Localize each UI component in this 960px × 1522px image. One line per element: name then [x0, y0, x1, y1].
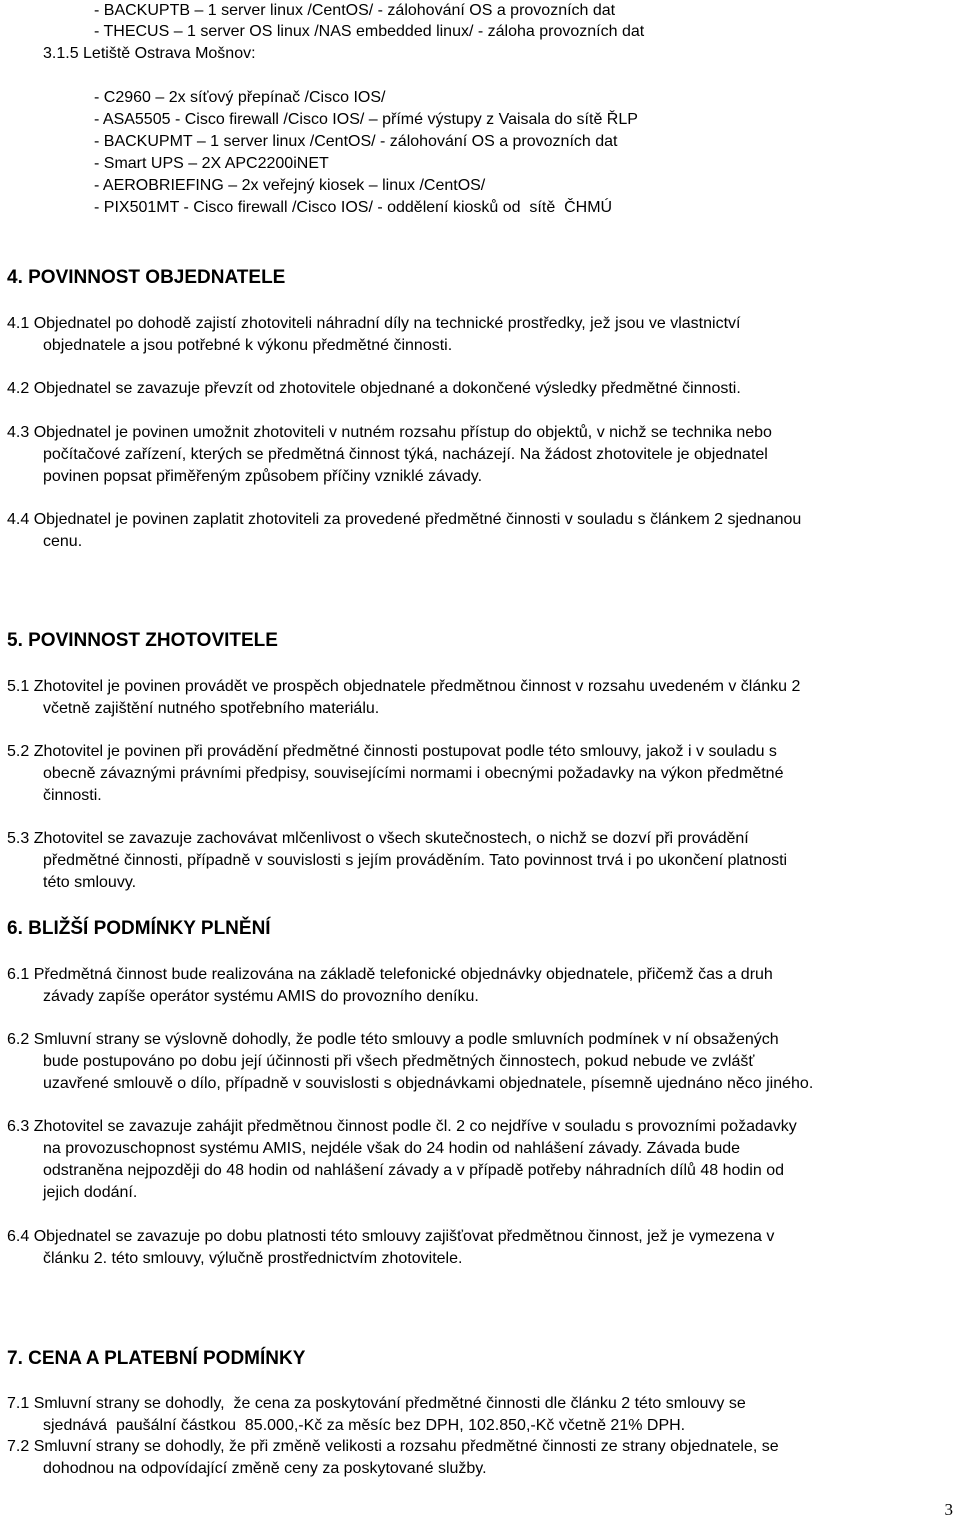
- paragraph-line: 5.2 Zhotovitel je povinen při provádění předmětné činnosti postupovat podle této smlouvy, jakož i v souladu s: [7, 743, 777, 760]
- paragraph-line: 6.4 Objednatel se zavazuje po dobu platnosti této smlouvy zajišťovat předmětnou činnost, jež je vymezena v: [7, 1228, 775, 1245]
- paragraph-line: včetně zajištění nutného spotřebního materiálu.: [43, 700, 380, 717]
- paragraph-line: závady zapíše operátor systému AMIS do provozního deníku.: [43, 988, 479, 1005]
- paragraph-line: počítačové zařízení, kterých se předmětná činnost týká, nacházejí. Na žádost zhotovitele je objednatel: [43, 446, 768, 463]
- paragraph-line: 6.1 Předmětná činnost bude realizována na základě telefonické objednávky objednatele, přičemž čas a druh: [7, 966, 773, 983]
- equipment-item: - BACKUPTB – 1 server linux /CentOS/ - zálohování OS a provozních dat: [94, 2, 616, 19]
- paragraph-line: na provozuschopnost systému AMIS, nejdéle však do 24 hodin od nahlášení závady. Závada bude: [43, 1140, 741, 1157]
- section-heading: 6. BLIŽŠÍ PODMÍNKY PLNĚNÍ: [7, 918, 271, 939]
- equipment-item: - BACKUPMT – 1 server linux /CentOS/ - zálohování OS a provozních dat: [94, 133, 618, 150]
- paragraph-line: 4.2 Objednatel se zavazuje převzít od zhotovitele objednané a dokončené výsledky předmětné činnosti.: [7, 380, 741, 397]
- paragraph-line: povinen popsat přiměřeným způsobem příčiny vzniklé závady.: [43, 468, 483, 485]
- equipment-item: - PIX501MT - Cisco firewall /Cisco IOS/ - oddělení kiosků od sítě ČHMÚ: [94, 199, 613, 216]
- section-heading: 4. POVINNOST OBJEDNATELE: [7, 267, 286, 288]
- paragraph-line: 6.3 Zhotovitel se zavazuje zahájit předmětnou činnost podle čl. 2 co nejdříve v souladu s provozními požadavky: [7, 1118, 797, 1135]
- paragraph-line: sjednává paušální částkou 85.000,-Kč za měsíc bez DPH, 102.850,-Kč včetně 21% DPH.: [43, 1417, 686, 1434]
- paragraph-line: činnosti.: [43, 787, 102, 804]
- paragraph-line: předmětné činnosti, případně v souvislosti s jejím prováděním. Tato povinnost trvá i po ukončení platnosti: [43, 852, 788, 869]
- paragraph-line: článku 2. této smlouvy, výlučně prostřednictvím zhotovitele.: [43, 1250, 463, 1267]
- paragraph-line: uzavřené smlouvě o dílo, případně v souvislosti s objednávkami objednatele, písemně ujednáno něco jiného.: [43, 1075, 814, 1092]
- paragraph-line: 4.4 Objednatel je povinen zaplatit zhotoviteli za provedené předmětné činnosti v souladu s článkem 2 sjednanou: [7, 511, 802, 528]
- equipment-item: - ASA5505 - Cisco firewall /Cisco IOS/ – přímé výstupy z Vaisala do sítě ŘLP: [94, 111, 638, 128]
- paragraph-line: 7.2 Smluvní strany se dohodly, že při změně velikosti a rozsahu předmětné činnosti ze strany objednatele, se: [7, 1438, 779, 1455]
- equipment-item: - Smart UPS – 2X APC2200iNET: [94, 155, 329, 172]
- paragraph-line: obecně závaznými právními předpisy, souvisejícími normami i obecnými požadavky na výkon předmětné: [43, 765, 784, 782]
- paragraph-line: dohodnou na odpovídající změně ceny za poskytované služby.: [43, 1460, 487, 1477]
- paragraph-line: bude postupováno po dobu její účinnosti při všech předmětných činnostech, pokud nebude ve zvlášť: [43, 1053, 755, 1070]
- section-heading: 7. CENA A PLATEBNÍ PODMÍNKY: [7, 1348, 306, 1369]
- paragraph-line: 5.3 Zhotovitel se zavazuje zachovávat mlčenlivost o všech skutečnostech, o nichž se dozví při provádění: [7, 830, 749, 847]
- paragraph-line: 4.3 Objednatel je povinen umožnit zhotoviteli v nutném rozsahu přístup do objektů, v nichž se technika nebo: [7, 424, 772, 441]
- paragraph-line: cenu.: [43, 533, 83, 550]
- paragraph-line: této smlouvy.: [43, 874, 137, 891]
- equipment-item: - C2960 – 2x síťový přepínač /Cisco IOS/: [94, 89, 386, 106]
- section-heading: 5. POVINNOST ZHOTOVITELE: [7, 630, 278, 651]
- paragraph-line: objednatele a jsou potřebné k výkonu předmětné činnosti.: [43, 337, 453, 354]
- paragraph-line: jejich dodání.: [43, 1184, 138, 1201]
- equipment-item: - AEROBRIEFING – 2x veřejný kiosek – linux /CentOS/: [94, 177, 486, 194]
- paragraph-line: 6.2 Smluvní strany se výslovně dohodly, že podle této smlouvy a podle smluvních podmínek v ní obsažených: [7, 1031, 779, 1048]
- paragraph-line: 7.1 Smluvní strany se dohodly, že cena za poskytování předmětné činnosti dle článku 2 této smlouvy se: [7, 1395, 746, 1412]
- equipment-item: - THECUS – 1 server OS linux /NAS embedded linux/ - záloha provozních dat: [94, 23, 645, 40]
- paragraph-line: 5.1 Zhotovitel je povinen provádět ve prospěch objednatele předmětnou činnost v rozsahu uvedeném v článku 2: [7, 678, 801, 695]
- page-number: 3: [944, 1500, 953, 1519]
- subsection-title: 3.1.5 Letiště Ostrava Mošnov:: [43, 45, 256, 62]
- paragraph-line: 4.1 Objednatel po dohodě zajistí zhotoviteli náhradní díly na technické prostředky, jež jsou ve vlastnictví: [7, 315, 741, 332]
- paragraph-line: odstraněna nejpozději do 48 hodin od nahlášení závady a v případě potřeby náhradních dílů 48 hodin od: [43, 1162, 784, 1179]
